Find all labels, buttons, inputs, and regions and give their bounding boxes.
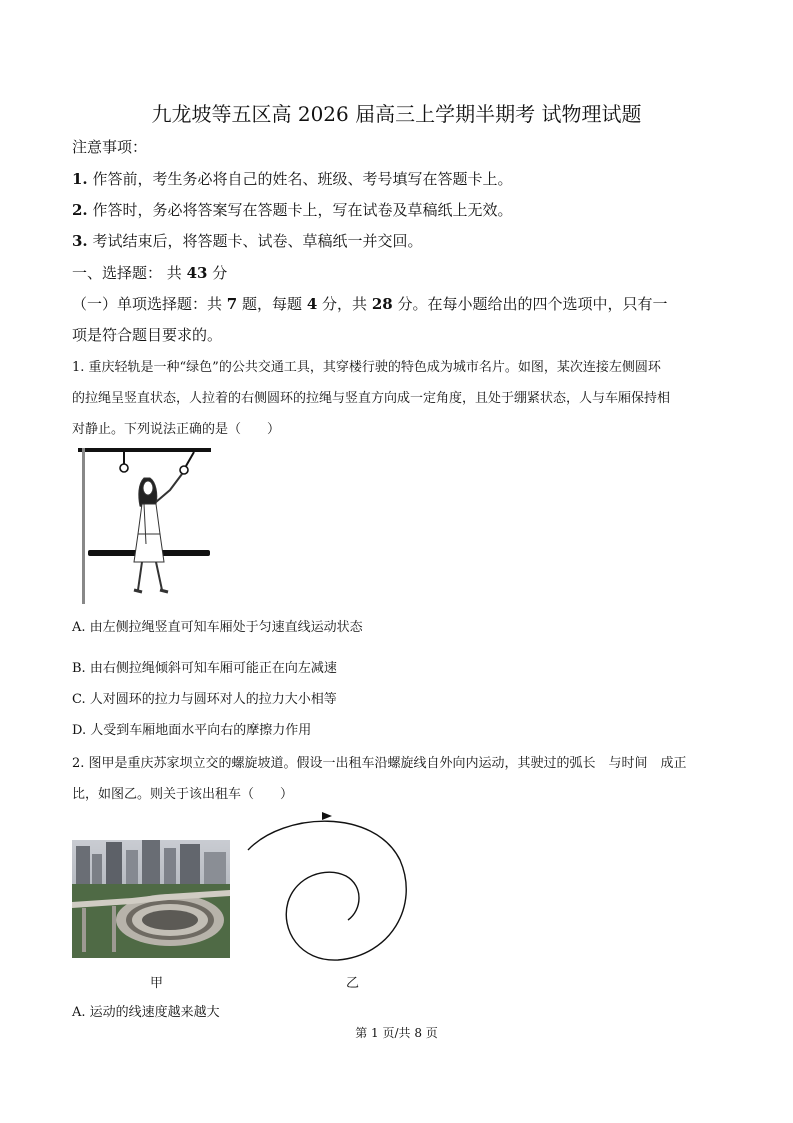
page-footer: 第 1 页/共 8 页 [355,1026,438,1040]
notice-heading: 注意事项： [72,138,148,156]
section-heading-c: 分 [212,264,228,282]
notice-item-text: 考试结束后，将答题卡、试卷、草稿纸一并交回。 [92,232,423,250]
section-heading-a: 一、选择题： [72,264,163,282]
subsection-heading [72,293,668,314]
section-heading-b: 共 [166,264,182,282]
q1-stem-line-2: 的拉绳呈竖直状态，人拉着的右侧圆环的拉绳与竖直方向成一定角度，且处于绷紧状态，人与车厢保持相 [72,391,671,406]
direction-arrow-icon [322,812,332,820]
q2-spiral-figure [244,806,414,966]
figure-label-yi: 乙 [346,976,360,991]
right-ring-icon [180,466,188,474]
pillar [112,906,116,952]
left-ring-icon [120,464,128,472]
notice-item-text: 作答前，考生务必将自己的姓名、班级、考号填写在答题卡上。 [92,170,513,188]
building [76,846,90,886]
q1-option-d[interactable]: D. 人受到车厢地面水平向右的摩擦力作用 [72,723,312,738]
building [164,848,176,886]
q2-photo-figure [72,840,230,958]
notice-item-1 [72,168,512,189]
q2-option-a[interactable]: A. 运动的线速度越来越大 [72,1005,220,1020]
figure-label-jia: 甲 [150,976,164,991]
right-strap [186,452,194,466]
building [126,850,138,886]
q2-stem-line-2: 比，如图乙。则关于该出租车（ ） [72,787,294,802]
page-title: 九龙坡等五区高 2026 届高三上学期半期考 试物理试题 [151,102,642,126]
q1-stem-line-3: 对静止。下列说法正确的是（ ） [72,422,281,437]
subsection-points-each: 4 [306,295,318,313]
q1-stem-line-1: 1. 重庆轻轨是一种“绿色”的公共交通工具，其穿楼行驶的特色成为城市名片。如图，某次连接左侧圆环 [72,360,661,375]
notice-item-2 [72,199,512,220]
subsection-prefix: （一）单项选择题：共 [72,295,223,313]
ramp-center [142,910,198,930]
pillar [82,908,86,952]
notice-item-number: 2. [72,201,88,219]
subsection-line-2: 项是符合题目要求的。 [72,326,223,344]
q1-figure [72,444,217,606]
q1-option-b[interactable]: B. 由右侧拉绳倾斜可知车厢可能正在向左减速 [72,661,337,676]
vertical-pole [82,448,85,604]
subsection-points-total: 28 [371,295,393,313]
building [180,844,200,886]
q1-option-a[interactable]: A. 由左侧拉绳竖直可知车厢处于匀速直线运动状态 [72,620,363,635]
building [106,842,122,886]
subsection-count: 7 [226,295,238,313]
notice-item-number: 1. [72,170,88,188]
notice-item-number: 3. [72,232,88,250]
building [142,840,160,886]
q1-option-c[interactable]: C. 人对圆环的拉力与圆环对人的拉力大小相等 [72,692,337,707]
top-rail [78,448,211,452]
q2-stem-line-1: 2. 图甲是重庆苏家坝立交的螺旋坡道。假设一出租车沿螺旋线自外向内运动，其驶过的弧长 与时间 成正 [72,756,687,771]
notice-item-text: 作答时，务必将答案写在答题卡上，写在试卷及草稿纸上无效。 [92,201,513,219]
spiral-path [248,821,406,960]
building [204,852,226,886]
section-heading [72,262,227,283]
subsection-text-3: 分。在每小题给出的四个选项中，只有一 [397,295,668,313]
notice-item-3 [72,230,422,251]
subsection-text-2: 分，共 [322,295,368,313]
building [92,854,102,886]
passenger-figure [134,474,182,592]
section-total-points: 43 [186,264,208,282]
subsection-text-1: 题，每题 [242,295,303,313]
